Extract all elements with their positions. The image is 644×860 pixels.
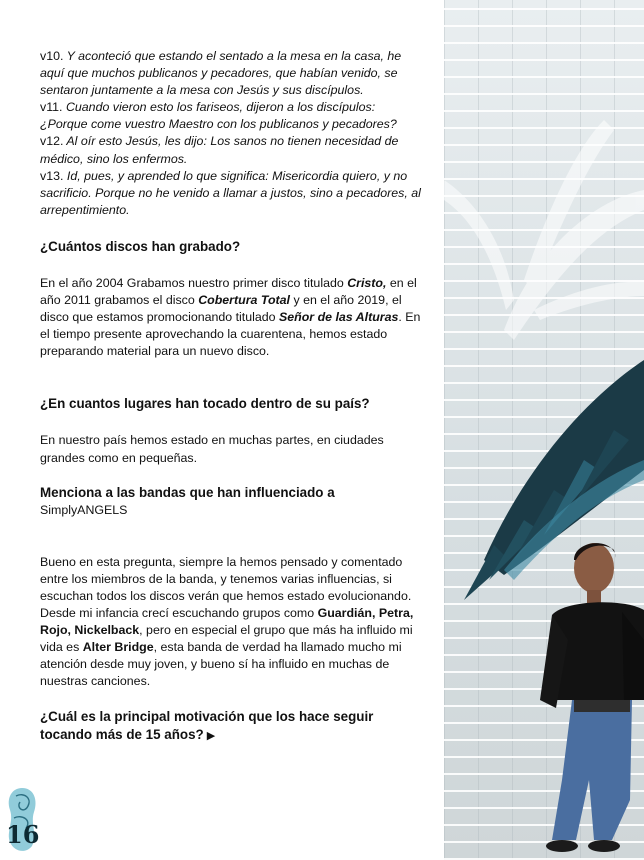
question-influences bbox=[40, 484, 422, 519]
verse-number: v13. bbox=[40, 168, 64, 183]
continue-arrow-icon: ▶ bbox=[206, 729, 216, 742]
answer-text: En el año 2004 Grabamos nuestro primer disco titulado bbox=[40, 275, 348, 290]
album-title: Señor de las Alturas bbox=[279, 310, 399, 325]
verse-text: Al oír esto Jesús, les dijo: Los sanos no tienen necesidad de médico, sino los enfermos. bbox=[40, 134, 399, 166]
answer-text: Desde mi infancia crecí escuchando grupos como bbox=[40, 606, 318, 621]
verse bbox=[40, 133, 422, 167]
answer-influences-cont bbox=[40, 605, 422, 690]
wing-mural-icon bbox=[464, 360, 644, 600]
answer-text: . En el tiempo presente aprovechando la cuarentena, hemos estado preparando material para un nuevo disco. bbox=[40, 310, 421, 359]
band-member-photo bbox=[444, 0, 644, 860]
album-title: Cobertura Total bbox=[198, 293, 290, 308]
article-text bbox=[40, 48, 422, 745]
verse-number: v12. bbox=[40, 134, 64, 149]
question-places: ¿En cuantos lugares han tocado dentro de su país? bbox=[40, 396, 370, 412]
person-figure bbox=[540, 543, 644, 852]
verse bbox=[40, 99, 422, 133]
question-motivation bbox=[40, 708, 422, 745]
photo-illustration bbox=[444, 0, 644, 860]
question-albums: ¿Cuántos discos han grabado? bbox=[40, 238, 241, 254]
page-number: 16 bbox=[6, 820, 40, 849]
answer-text: y en el año 2019, el disco que estamos promocionando titulado bbox=[40, 293, 402, 325]
answer-text: Bueno en esta pregunta, siempre la hemos pensado y comentado entre los miembros de la banda, y tenemos varias influencias, si escuchan todos los discos verán que hemos estado evolucionando. bbox=[40, 554, 412, 603]
bible-verses bbox=[40, 48, 422, 219]
answer-places: En nuestro país hemos estado en muchas partes, en ciudades grandes como en pequeñas. bbox=[40, 433, 384, 465]
verse-number: v10. bbox=[40, 49, 64, 63]
band-name: SimplyANGELS bbox=[40, 502, 128, 517]
verse-text: Id, pues, y aprended lo que significa: Misericordia quiero, y no sacrificio. Porque no he venido a llamar a justos, sino a pecadores, al arrepentimiento. bbox=[40, 168, 421, 217]
band-name: Alter Bridge bbox=[82, 640, 154, 655]
album-title: Cristo, bbox=[347, 275, 387, 290]
palm-leaf-icon bbox=[444, 120, 644, 340]
question-text: Menciona a las bandas que han influenciado a bbox=[40, 484, 335, 500]
answer-influences bbox=[40, 554, 422, 605]
band-list: Guardián, Petra, Rojo, Nickelback bbox=[40, 606, 414, 638]
verse-number: v11. bbox=[40, 100, 63, 115]
answer-text: , esta banda de verdad ha llamado mucho mi atención desde muy joven, y bueno sí ha influido en muchas de nuestras canciones. bbox=[40, 640, 402, 689]
answer-text: , pero en especial el grupo que más ha influido mi vida es bbox=[40, 623, 413, 655]
question-text: ¿Cuál es la principal motivación que los hace seguir tocando más de 15 años? bbox=[40, 708, 374, 742]
verse bbox=[40, 168, 422, 219]
verse-text: Cuando vieron esto los fariseos, dijeron a los discípulos: ¿Porque come vuestro Maestro con los publicanos y pecadores? bbox=[40, 100, 397, 132]
verse-text: Y aconteció que estando el sentado a la mesa en la casa, he aquí que muchos publicanos y pecadores, que habían venido, se sentaron juntamente a la mesa con Jesús y sus discípulos. bbox=[40, 49, 402, 98]
answer-albums bbox=[40, 275, 422, 360]
answer-text: en el año 2011 grabamos el disco bbox=[40, 275, 417, 308]
verse bbox=[40, 48, 422, 99]
